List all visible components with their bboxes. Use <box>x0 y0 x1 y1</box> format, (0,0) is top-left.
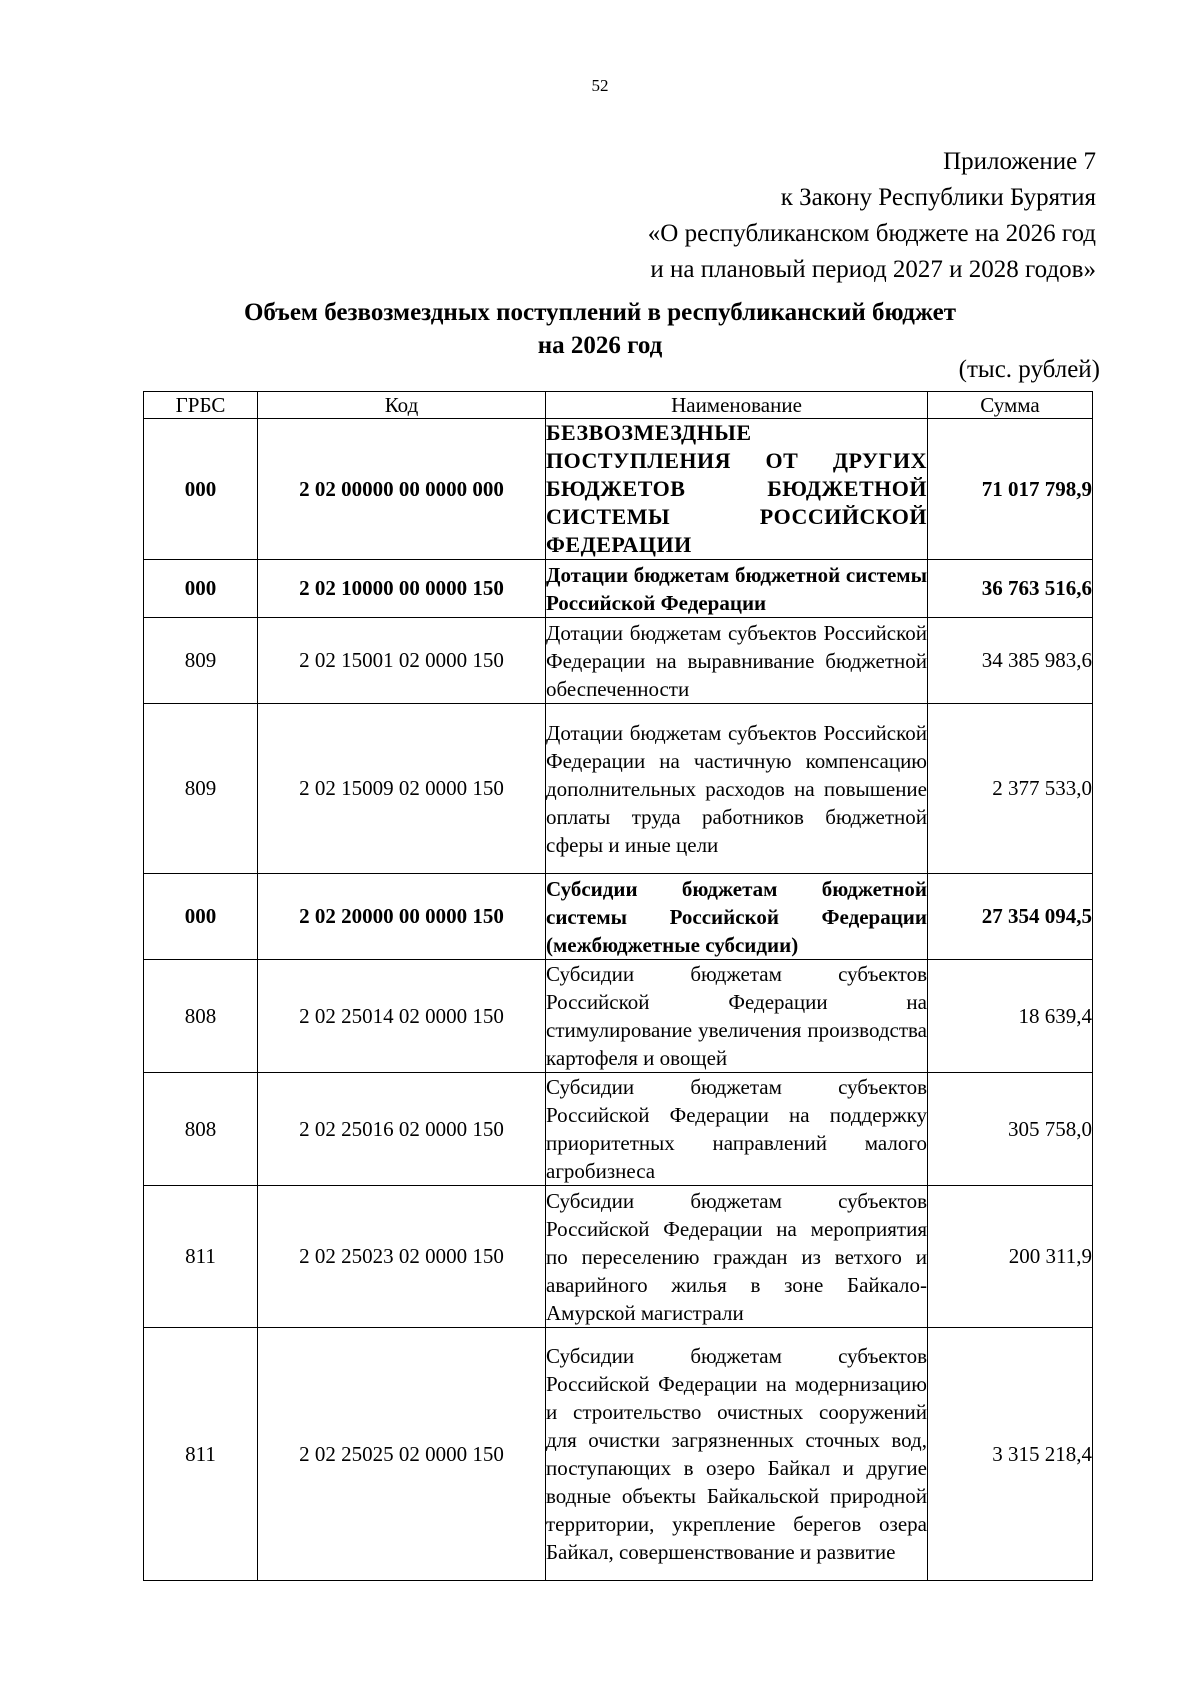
table-row <box>144 1328 1093 1581</box>
cell-grbs: 000 <box>144 560 258 618</box>
cell-name: Субсидии бюджетам бюджетной системы Российской Федерации (межбюджетные субсидии) <box>546 874 928 960</box>
cell-grbs: 811 <box>144 1328 258 1581</box>
title-line-2: на 2026 год <box>537 332 663 359</box>
budget-table <box>143 391 1093 1581</box>
appendix-line-3: «О республиканском бюджете на 2026 год <box>647 220 1096 247</box>
table-row <box>144 704 1093 874</box>
cell-code: 2 02 15001 02 0000 150 <box>258 618 546 704</box>
table-header-row <box>144 392 1093 419</box>
units-label: (тыс. рублей) <box>958 356 1100 383</box>
cell-code: 2 02 20000 00 0000 150 <box>258 874 546 960</box>
cell-code: 2 02 00000 00 0000 000 <box>258 419 546 560</box>
cell-name: Дотации бюджетам субъектов Российской Федерации на выравнивание бюджетной обеспеченности <box>546 618 928 704</box>
cell-name: БЕЗВОЗМЕЗДНЫЕ ПОСТУПЛЕНИЯ ОТ ДРУГИХ БЮДЖЕТОВ БЮДЖЕТНОЙ СИСТЕМЫ РОССИЙСКОЙ ФЕДЕРАЦИИ <box>546 419 928 560</box>
cell-grbs: 808 <box>144 1073 258 1186</box>
cell-grbs: 809 <box>144 704 258 874</box>
table-row <box>144 1186 1093 1328</box>
cell-code: 2 02 25025 02 0000 150 <box>258 1328 546 1581</box>
document-title <box>150 296 1050 362</box>
cell-code: 2 02 15009 02 0000 150 <box>258 704 546 874</box>
cell-sum: 200 311,9 <box>928 1186 1093 1328</box>
cell-sum: 71 017 798,9 <box>928 419 1093 560</box>
cell-code: 2 02 25016 02 0000 150 <box>258 1073 546 1186</box>
cell-sum: 18 639,4 <box>928 960 1093 1073</box>
appendix-line-1: Приложение 7 <box>943 148 1096 175</box>
title-line-1: Объем безвозмездных поступлений в республиканский бюджет <box>243 299 957 326</box>
cell-name: Дотации бюджетам субъектов Российской Федерации на частичную компенсацию дополнительных расходов на повышение оплаты труда работников бюджетной сферы и иные цели <box>546 704 928 874</box>
cell-grbs: 808 <box>144 960 258 1073</box>
cell-sum: 2 377 533,0 <box>928 704 1093 874</box>
table-row <box>144 960 1093 1073</box>
cell-name: Субсидии бюджетам субъектов Российской Федерации на мероприятия по переселению граждан из ветхого и аварийного жилья в зоне Байкало-Амурской магистрали <box>546 1186 928 1328</box>
cell-sum: 34 385 983,6 <box>928 618 1093 704</box>
cell-grbs: 809 <box>144 618 258 704</box>
cell-name: Субсидии бюджетам субъектов Российской Федерации на поддержку приоритетных направлений малого агробизнеса <box>546 1073 928 1186</box>
appendix-line-2: к Закону Республики Бурятия <box>780 184 1096 211</box>
cell-name: Субсидии бюджетам субъектов Российской Федерации на модернизацию и строительство очистных сооружений для очистки загрязненных сточных вод, поступающих в озеро Байкал и другие водные объекты Байкальской природной территории, укрепление берегов озера Байкал, совершенствование и развитие <box>546 1328 928 1581</box>
table-row <box>144 618 1093 704</box>
header-code: Код <box>258 392 546 419</box>
cell-name: Субсидии бюджетам субъектов Российской Федерации на стимулирование увеличения производства картофеля и овощей <box>546 960 928 1073</box>
table-row <box>144 560 1093 618</box>
header-name: Наименование <box>546 392 928 419</box>
cell-code: 2 02 25023 02 0000 150 <box>258 1186 546 1328</box>
appendix-line-4: и на плановый период 2027 и 2028 годов» <box>650 256 1096 283</box>
page-number: 52 <box>591 76 609 95</box>
appendix-reference <box>648 144 1096 288</box>
table-row <box>144 1073 1093 1186</box>
cell-name: Дотации бюджетам бюджетной системы Российской Федерации <box>546 560 928 618</box>
cell-code: 2 02 25014 02 0000 150 <box>258 960 546 1073</box>
cell-code: 2 02 10000 00 0000 150 <box>258 560 546 618</box>
cell-sum: 27 354 094,5 <box>928 874 1093 960</box>
cell-sum: 36 763 516,6 <box>928 560 1093 618</box>
header-sum: Сумма <box>928 392 1093 419</box>
cell-grbs: 811 <box>144 1186 258 1328</box>
header-grbs: ГРБС <box>144 392 258 419</box>
cell-sum: 305 758,0 <box>928 1073 1093 1186</box>
cell-sum: 3 315 218,4 <box>928 1328 1093 1581</box>
cell-grbs: 000 <box>144 874 258 960</box>
cell-grbs: 000 <box>144 419 258 560</box>
table-row <box>144 419 1093 560</box>
table-row <box>144 874 1093 960</box>
